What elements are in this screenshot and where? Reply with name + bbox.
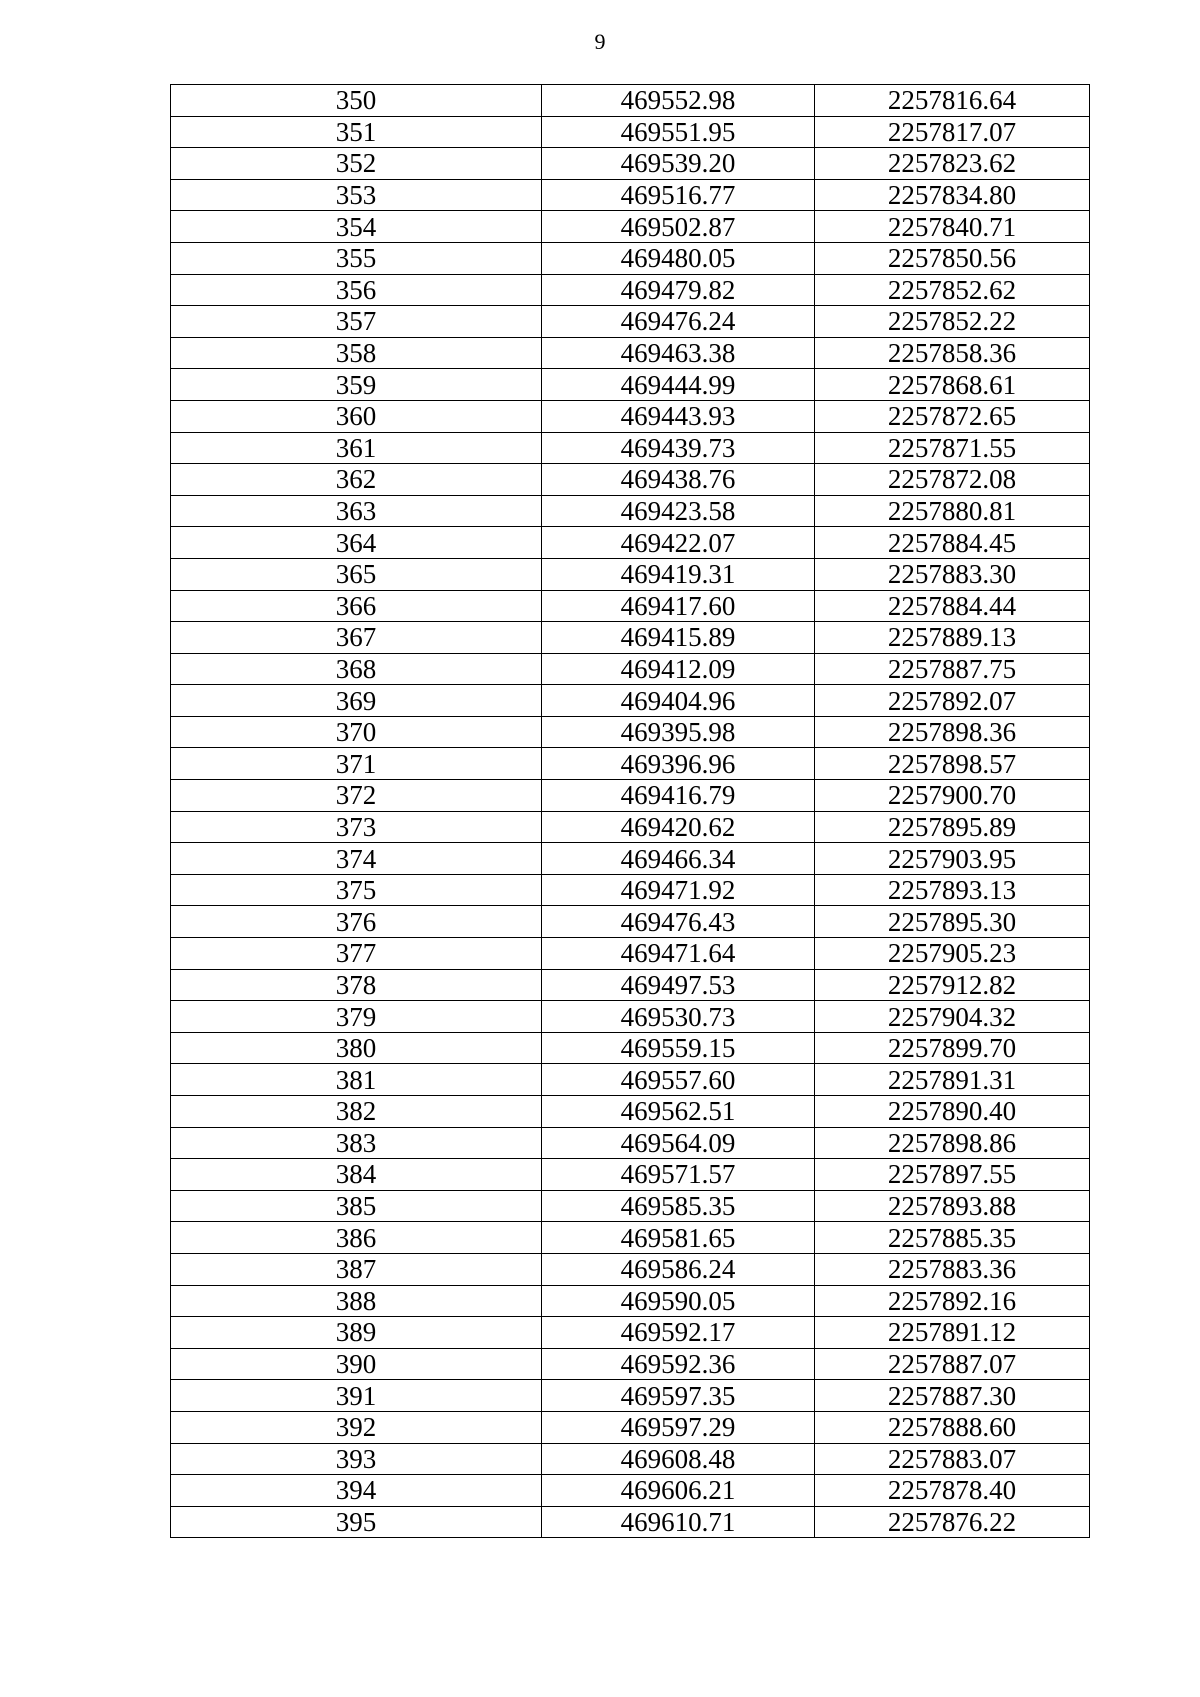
point-number-cell: 370: [171, 716, 542, 748]
point-number-cell: 354: [171, 211, 542, 243]
point-number-cell: 369: [171, 685, 542, 717]
point-number-cell: 389: [171, 1317, 542, 1349]
table-row: [171, 1159, 1090, 1191]
y-coordinate-cell: 2257887.30: [815, 1380, 1090, 1412]
y-coordinate-cell: 2257834.80: [815, 179, 1090, 211]
table-row: [171, 1411, 1090, 1443]
point-number-cell: 374: [171, 843, 542, 875]
point-number-cell: 393: [171, 1443, 542, 1475]
y-coordinate-cell: 2257888.60: [815, 1411, 1090, 1443]
y-coordinate-cell: 2257900.70: [815, 780, 1090, 812]
y-coordinate-cell: 2257893.13: [815, 874, 1090, 906]
table-row: [171, 211, 1090, 243]
y-coordinate-cell: 2257876.22: [815, 1506, 1090, 1538]
table-row: [171, 1222, 1090, 1254]
table-row: [171, 432, 1090, 464]
x-coordinate-cell: 469608.48: [542, 1443, 815, 1475]
x-coordinate-cell: 469597.29: [542, 1411, 815, 1443]
point-number-cell: 366: [171, 590, 542, 622]
table-row: [171, 748, 1090, 780]
table-row: [171, 274, 1090, 306]
x-coordinate-cell: 469502.87: [542, 211, 815, 243]
point-number-cell: 388: [171, 1285, 542, 1317]
point-number-cell: 379: [171, 1001, 542, 1033]
point-number-cell: 350: [171, 85, 542, 117]
point-number-cell: 392: [171, 1411, 542, 1443]
y-coordinate-cell: 2257895.89: [815, 811, 1090, 843]
point-number-cell: 364: [171, 527, 542, 559]
y-coordinate-cell: 2257904.32: [815, 1001, 1090, 1033]
point-number-cell: 361: [171, 432, 542, 464]
x-coordinate-cell: 469597.35: [542, 1380, 815, 1412]
point-number-cell: 363: [171, 495, 542, 527]
table-row: [171, 906, 1090, 938]
x-coordinate-cell: 469551.95: [542, 116, 815, 148]
y-coordinate-cell: 2257887.75: [815, 653, 1090, 685]
table-row: [171, 1317, 1090, 1349]
page-number: 9: [594, 29, 606, 54]
y-coordinate-cell: 2257883.36: [815, 1253, 1090, 1285]
y-coordinate-cell: 2257892.16: [815, 1285, 1090, 1317]
x-coordinate-cell: 469539.20: [542, 148, 815, 180]
x-coordinate-cell: 469557.60: [542, 1064, 815, 1096]
point-number-cell: 395: [171, 1506, 542, 1538]
table-row: [171, 558, 1090, 590]
x-coordinate-cell: 469439.73: [542, 432, 815, 464]
point-number-cell: 375: [171, 874, 542, 906]
point-number-cell: 351: [171, 116, 542, 148]
point-number-cell: 380: [171, 1032, 542, 1064]
table-row: [171, 843, 1090, 875]
x-coordinate-cell: 469585.35: [542, 1190, 815, 1222]
y-coordinate-cell: 2257872.08: [815, 464, 1090, 496]
y-coordinate-cell: 2257868.61: [815, 369, 1090, 401]
x-coordinate-cell: 469590.05: [542, 1285, 815, 1317]
y-coordinate-cell: 2257893.88: [815, 1190, 1090, 1222]
table-row: [171, 337, 1090, 369]
x-coordinate-cell: 469530.73: [542, 1001, 815, 1033]
table-row: [171, 590, 1090, 622]
point-number-cell: 391: [171, 1380, 542, 1412]
point-number-cell: 358: [171, 337, 542, 369]
y-coordinate-cell: 2257852.62: [815, 274, 1090, 306]
x-coordinate-cell: 469497.53: [542, 969, 815, 1001]
y-coordinate-cell: 2257891.31: [815, 1064, 1090, 1096]
table-row: [171, 85, 1090, 117]
x-coordinate-cell: 469480.05: [542, 242, 815, 274]
y-coordinate-cell: 2257912.82: [815, 969, 1090, 1001]
y-coordinate-cell: 2257891.12: [815, 1317, 1090, 1349]
x-coordinate-cell: 469404.96: [542, 685, 815, 717]
y-coordinate-cell: 2257892.07: [815, 685, 1090, 717]
x-coordinate-cell: 469395.98: [542, 716, 815, 748]
table-row: [171, 780, 1090, 812]
y-coordinate-cell: 2257850.56: [815, 242, 1090, 274]
y-coordinate-cell: 2257895.30: [815, 906, 1090, 938]
x-coordinate-cell: 469396.96: [542, 748, 815, 780]
x-coordinate-cell: 469606.21: [542, 1475, 815, 1507]
y-coordinate-cell: 2257852.22: [815, 306, 1090, 338]
point-number-cell: 376: [171, 906, 542, 938]
y-coordinate-cell: 2257887.07: [815, 1348, 1090, 1380]
point-number-cell: 384: [171, 1159, 542, 1191]
point-number-cell: 357: [171, 306, 542, 338]
x-coordinate-cell: 469610.71: [542, 1506, 815, 1538]
table-row: [171, 1127, 1090, 1159]
point-number-cell: 382: [171, 1096, 542, 1128]
y-coordinate-cell: 2257817.07: [815, 116, 1090, 148]
coordinates-table: [170, 84, 1090, 1538]
table-row: [171, 464, 1090, 496]
x-coordinate-cell: 469516.77: [542, 179, 815, 211]
point-number-cell: 371: [171, 748, 542, 780]
x-coordinate-cell: 469417.60: [542, 590, 815, 622]
point-number-cell: 377: [171, 938, 542, 970]
x-coordinate-cell: 469416.79: [542, 780, 815, 812]
x-coordinate-cell: 469562.51: [542, 1096, 815, 1128]
y-coordinate-cell: 2257898.86: [815, 1127, 1090, 1159]
table-row: [171, 242, 1090, 274]
y-coordinate-cell: 2257884.44: [815, 590, 1090, 622]
point-number-cell: 385: [171, 1190, 542, 1222]
y-coordinate-cell: 2257905.23: [815, 938, 1090, 970]
table-row: [171, 179, 1090, 211]
y-coordinate-cell: 2257878.40: [815, 1475, 1090, 1507]
x-coordinate-cell: 469586.24: [542, 1253, 815, 1285]
point-number-cell: 367: [171, 622, 542, 654]
x-coordinate-cell: 469581.65: [542, 1222, 815, 1254]
point-number-cell: 368: [171, 653, 542, 685]
point-number-cell: 362: [171, 464, 542, 496]
table-row: [171, 1285, 1090, 1317]
table-row: [171, 811, 1090, 843]
point-number-cell: 387: [171, 1253, 542, 1285]
point-number-cell: 386: [171, 1222, 542, 1254]
table-row: [171, 369, 1090, 401]
x-coordinate-cell: 469422.07: [542, 527, 815, 559]
point-number-cell: 372: [171, 780, 542, 812]
table-row: [171, 1380, 1090, 1412]
point-number-cell: 356: [171, 274, 542, 306]
x-coordinate-cell: 469466.34: [542, 843, 815, 875]
x-coordinate-cell: 469476.24: [542, 306, 815, 338]
y-coordinate-cell: 2257898.36: [815, 716, 1090, 748]
y-coordinate-cell: 2257858.36: [815, 337, 1090, 369]
y-coordinate-cell: 2257816.64: [815, 85, 1090, 117]
x-coordinate-cell: 469438.76: [542, 464, 815, 496]
point-number-cell: 365: [171, 558, 542, 590]
table-row: [171, 874, 1090, 906]
table-row: [171, 1475, 1090, 1507]
table-row: [171, 1032, 1090, 1064]
y-coordinate-cell: 2257883.30: [815, 558, 1090, 590]
table-row: [171, 1190, 1090, 1222]
x-coordinate-cell: 469592.17: [542, 1317, 815, 1349]
table-row: [171, 969, 1090, 1001]
y-coordinate-cell: 2257823.62: [815, 148, 1090, 180]
table-row: [171, 495, 1090, 527]
table-row: [171, 1253, 1090, 1285]
point-number-cell: 353: [171, 179, 542, 211]
y-coordinate-cell: 2257871.55: [815, 432, 1090, 464]
x-coordinate-cell: 469420.62: [542, 811, 815, 843]
table-row: [171, 1506, 1090, 1538]
y-coordinate-cell: 2257872.65: [815, 400, 1090, 432]
point-number-cell: 378: [171, 969, 542, 1001]
x-coordinate-cell: 469423.58: [542, 495, 815, 527]
y-coordinate-cell: 2257890.40: [815, 1096, 1090, 1128]
table-row: [171, 653, 1090, 685]
y-coordinate-cell: 2257903.95: [815, 843, 1090, 875]
point-number-cell: 355: [171, 242, 542, 274]
y-coordinate-cell: 2257897.55: [815, 1159, 1090, 1191]
table-row: [171, 622, 1090, 654]
table-row: [171, 116, 1090, 148]
x-coordinate-cell: 469471.64: [542, 938, 815, 970]
y-coordinate-cell: 2257880.81: [815, 495, 1090, 527]
point-number-cell: 359: [171, 369, 542, 401]
table-row: [171, 1348, 1090, 1380]
x-coordinate-cell: 469479.82: [542, 274, 815, 306]
x-coordinate-cell: 469564.09: [542, 1127, 815, 1159]
point-number-cell: 373: [171, 811, 542, 843]
table-row: [171, 1001, 1090, 1033]
table-row: [171, 938, 1090, 970]
y-coordinate-cell: 2257899.70: [815, 1032, 1090, 1064]
point-number-cell: 383: [171, 1127, 542, 1159]
table-row: [171, 716, 1090, 748]
y-coordinate-cell: 2257840.71: [815, 211, 1090, 243]
table-row: [171, 1064, 1090, 1096]
x-coordinate-cell: 469476.43: [542, 906, 815, 938]
x-coordinate-cell: 469463.38: [542, 337, 815, 369]
x-coordinate-cell: 469552.98: [542, 85, 815, 117]
y-coordinate-cell: 2257885.35: [815, 1222, 1090, 1254]
table-row: [171, 148, 1090, 180]
x-coordinate-cell: 469419.31: [542, 558, 815, 590]
table-row: [171, 1096, 1090, 1128]
point-number-cell: 381: [171, 1064, 542, 1096]
table-row: [171, 1443, 1090, 1475]
y-coordinate-cell: 2257883.07: [815, 1443, 1090, 1475]
x-coordinate-cell: 469471.92: [542, 874, 815, 906]
table-row: [171, 527, 1090, 559]
y-coordinate-cell: 2257889.13: [815, 622, 1090, 654]
x-coordinate-cell: 469443.93: [542, 400, 815, 432]
point-number-cell: 352: [171, 148, 542, 180]
x-coordinate-cell: 469571.57: [542, 1159, 815, 1191]
coordinates-table-body: [171, 85, 1090, 1538]
x-coordinate-cell: 469415.89: [542, 622, 815, 654]
x-coordinate-cell: 469559.15: [542, 1032, 815, 1064]
y-coordinate-cell: 2257898.57: [815, 748, 1090, 780]
table-row: [171, 306, 1090, 338]
x-coordinate-cell: 469592.36: [542, 1348, 815, 1380]
x-coordinate-cell: 469444.99: [542, 369, 815, 401]
y-coordinate-cell: 2257884.45: [815, 527, 1090, 559]
table-row: [171, 400, 1090, 432]
x-coordinate-cell: 469412.09: [542, 653, 815, 685]
point-number-cell: 394: [171, 1475, 542, 1507]
point-number-cell: 390: [171, 1348, 542, 1380]
point-number-cell: 360: [171, 400, 542, 432]
table-row: [171, 685, 1090, 717]
